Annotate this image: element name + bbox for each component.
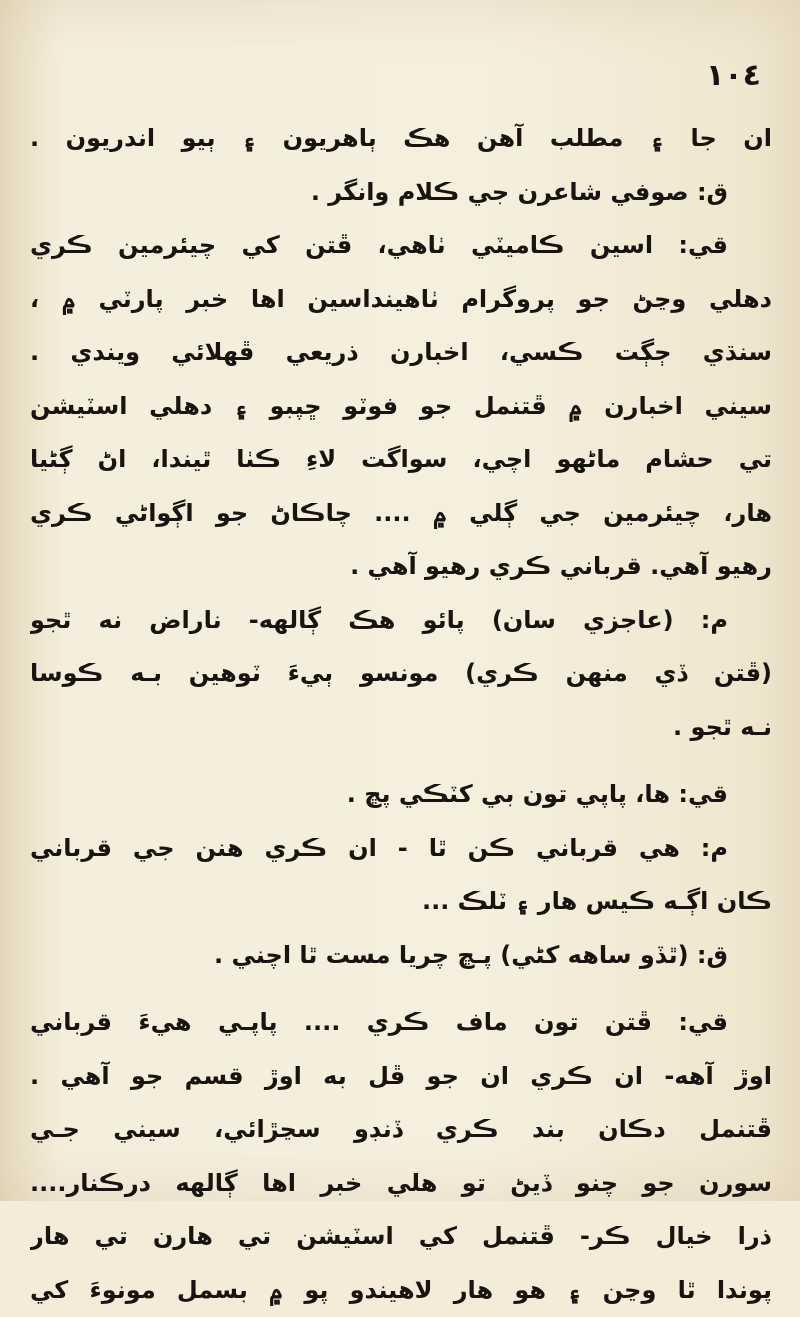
text-line: ذرا خيال ڪر- ڦتنمل کي اسٽيشن تي هارن تي هار	[30, 1210, 772, 1264]
text-line: ان جا ۽ مطلب آهن هڪ ٻاهريون ۽ ٻيو اندريون .	[30, 112, 772, 166]
text-line: سيني اخبارن ۾ ڦتنمل جو فوٽو ڇپبو ۽ دهلي اسٽيشن	[30, 380, 772, 434]
page-number: ١٠٤	[706, 58, 761, 93]
text-line: قي: ها، پاپي تون بي کٽڪي پڇ .	[30, 768, 772, 822]
text-line: م: هي قرباني ڪن ٿا - ان ڪري هنن جي قرباني	[30, 822, 772, 876]
text-line: م: (عاجزي سان) پائو هڪ ڳالهه- ناراض نه ٿجو	[30, 594, 772, 648]
text-line: پوندا ٿا وڃن ۽ هو هار لاهيندو پو ۾ بسمل مونوءَ کي	[30, 1264, 772, 1317]
text-line: ڦتنمل دڪان بند ڪري ڏنڊو سڃڙائي، سيني جـي	[30, 1103, 772, 1157]
text-line: قي: ڦتن تون ماف ڪري .... پاپـي هيءَ قرباني	[30, 996, 772, 1050]
text-line: دهلي وڃڻ جو پروگرام ٺاهينداسين اها خبر پارٽي ۾ ،	[30, 273, 772, 327]
text-line: (ڦتن ڏي منهن ڪري) مونسو ٻيءَ ٽوهين بـه ڪوسا	[30, 647, 772, 701]
page-text	[30, 112, 772, 1317]
text-line: ق: صوفي شاعرن جي ڪلام وانگر .	[30, 166, 772, 220]
text-line: سورن جو چنو ڏيڻ تو هلي خبر اها ڳالهه درڪنار....	[30, 1157, 772, 1211]
text-line: سنڌي ڄڳت ڪسي، اخبارن ذريعي ڦهلائي ويندي .	[30, 326, 772, 380]
text-line: رهيو آهي. قرباني ڪري رهيو آهي .	[30, 540, 772, 594]
text-line: اوڙ آهه- ان ڪري ان جو ڦل به اوڙ قسم جو آهي .	[30, 1050, 772, 1104]
text-line: قي: اسين ڪاميٽي ٺاهي، ڦتن کي چيئرمين ڪري	[30, 219, 772, 273]
text-line: ق: (ٿڏو ساهه کڻي) پـڇ چريا مست ٿا اچني .	[30, 929, 772, 983]
text-line: هار، چيئرمين جي ڳلي ۾ .... چاڪاڻ جو اڳواڻي ڪري	[30, 487, 772, 541]
text-line: نـه ٿجو .	[30, 701, 772, 755]
text-line: ڪان اڳـه ڪيس هار ۽ ٽلڪ ...	[30, 875, 772, 929]
text-line: تي حشام ماڻهو اچي، سواگت لاءِ ڪٺا ٿيندا، اڻ ڳڻيا	[30, 433, 772, 487]
